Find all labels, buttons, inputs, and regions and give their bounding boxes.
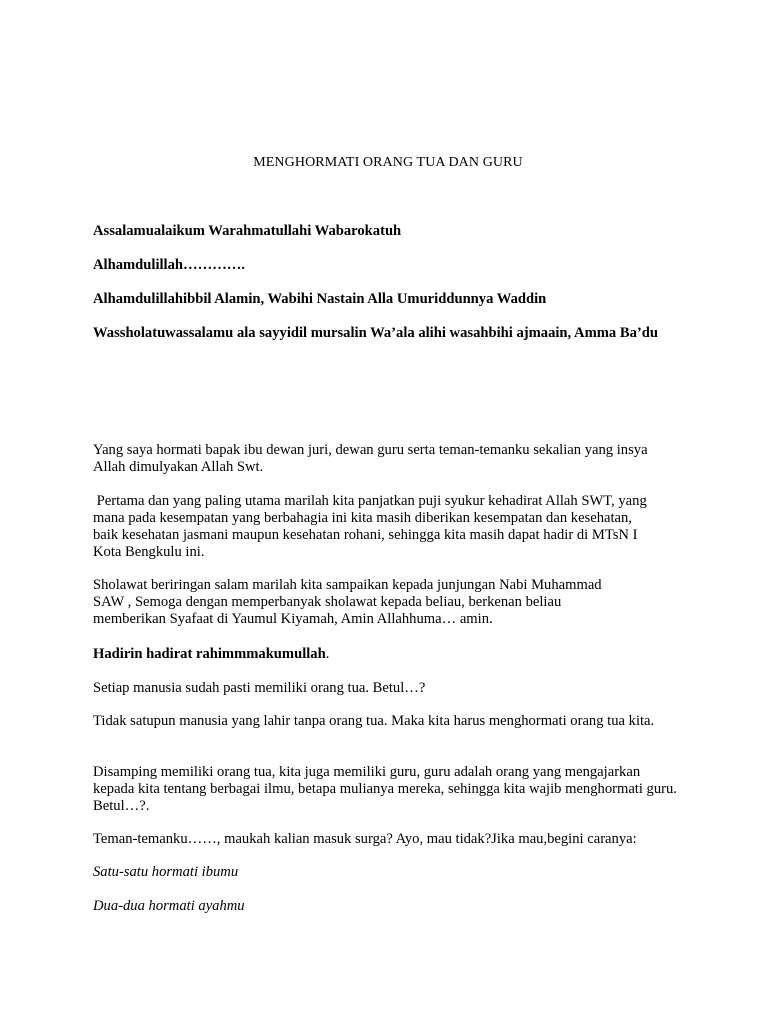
opening-hamdalah: Alhamdulillah…………. [93, 257, 246, 273]
paragraph-teman: Teman-temanku……, maukah kalian masuk surga? Ayo, mau tidak?Jika mau,begini caranya: [93, 831, 637, 847]
paragraph-hadirin [93, 646, 683, 663]
hadirin-tail: . [325, 646, 330, 662]
document-page [93, 0, 683, 1024]
paragraph-greeting: Yang saya hormati bapak ibu dewan juri, dewan guru serta teman-temanku sekalian yang insya Allah dimulyakan Allah Swt. [93, 442, 648, 475]
paragraph-puji-syukur: Pertama dan yang paling utama marilah kita panjatkan puji syukur kehadirat Allah SWT, yang mana pada kesempatan yang berbahagia ini kita masih diberikan kesempatan dan kesehatan, baik kesehatan jasmani maupun kesehatan rohani, sehingga kita masih dapat hadir di MTsN I Kota Bengkulu ini. [93, 493, 651, 560]
opening-hamdalah-full: Alhamdulillahibbil Alamin, Wabihi Nastain Alla Umuriddunnya Waddin [93, 291, 547, 307]
italic-line-ayah: Dua-dua hormati ayahmu [93, 898, 245, 914]
opening-salam: Assalamualaikum Warahmatullahi Wabarokatuh [93, 223, 402, 239]
paragraph-orang-tua: Setiap manusia sudah pasti memiliki orang tua. Betul…? [93, 680, 426, 696]
opening-sholawat: Wassholatuwassalamu ala sayyidil mursalin Wa’ala alihi wasahbihi ajmaain, Amma Ba’du [93, 325, 658, 341]
paragraph-guru: Disamping memiliki orang tua, kita juga memiliki guru, guru adalah orang yang mengajarkan kepada kita tentang berbagai ilmu, betapa mulianya mereka, sehingga kita wajib menghormati guru. Betul…?. [93, 764, 677, 814]
paragraph-tidak-satupun: Tidak satupun manusia yang lahir tanpa orang tua. Maka kita harus menghormati orang tua kita. [93, 713, 655, 729]
italic-line-ibu: Satu-satu hormati ibumu [93, 864, 239, 880]
document-title: MENGHORMATI ORANG TUA DAN GURU [253, 155, 523, 170]
hadirin-bold-text: Hadirin hadirat rahimmmakumullah [93, 646, 326, 662]
paragraph-sholawat: Sholawat beriringan salam marilah kita sampaikan kepada junjungan Nabi Muhammad SAW , Semoga dengan memperbanyak sholawat kepada beliau, berkenan beliau memberikan Syafaat di Yaumul Kiyamah, Amin Allahhuma… amin. [93, 577, 602, 627]
